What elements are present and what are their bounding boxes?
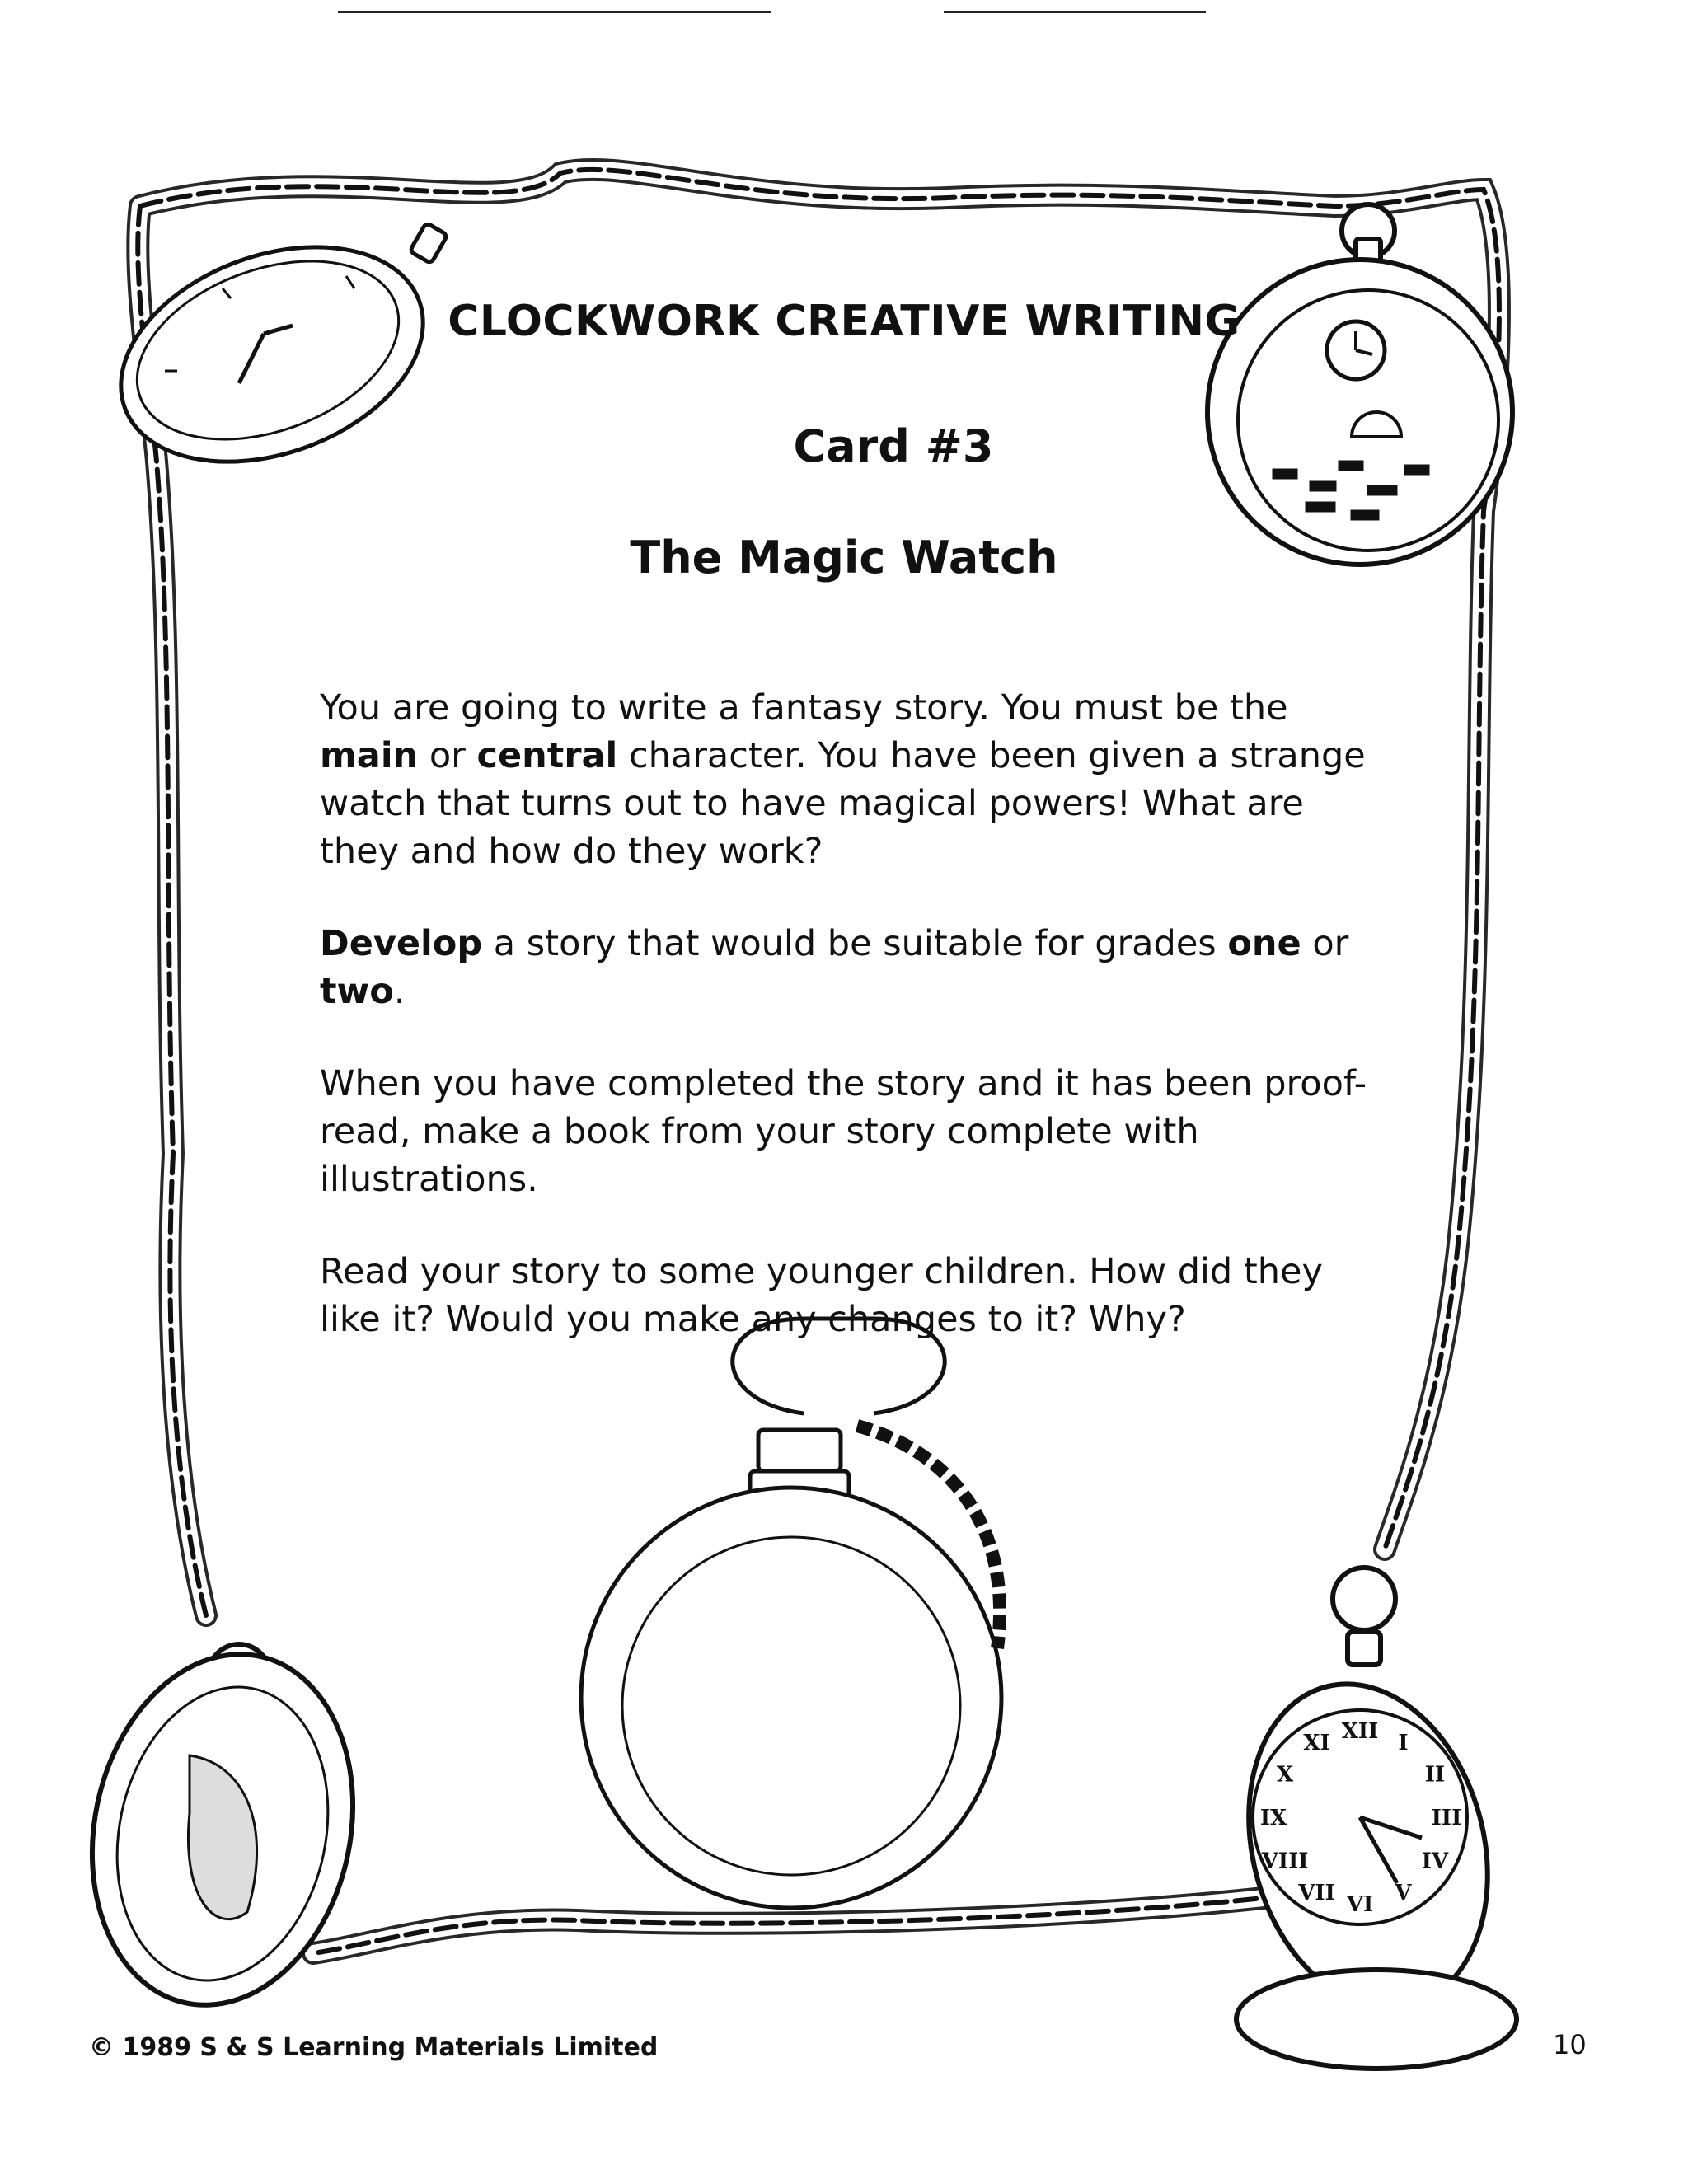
- pocket-watch-center-icon: [581, 1319, 1001, 1908]
- paragraph-intro: You are going to write a fantasy story. You must be the main or central character. You have been given a strange watch that turns out to have magical powers! What are they and how do they work?: [320, 687, 1366, 872]
- clock-numeral: VII: [1298, 1880, 1335, 1905]
- clock-numeral: II: [1424, 1762, 1446, 1788]
- clock-numeral: IX: [1259, 1806, 1287, 1830]
- card-number: Card #3: [793, 420, 994, 472]
- pocket-watch-top-right-icon: [1207, 204, 1512, 565]
- card-subtitle: The Magic Watch: [630, 532, 1058, 583]
- paragraph-read: Read your story to some younger children. How did they like it? Would you make any changes to it? Why?: [320, 1251, 1323, 1340]
- paragraph-develop: Develop a story that would be suitable for grades one or two.: [320, 923, 1349, 1012]
- clock-numeral: XI: [1303, 1731, 1330, 1756]
- page-number: 10: [1553, 2029, 1587, 2060]
- clock-numeral: IV: [1421, 1849, 1449, 1874]
- copyright-notice: © 1989 S & S Learning Materials Limited: [89, 2033, 659, 2062]
- instructions-body: [320, 684, 1391, 1388]
- clock-numeral: X: [1277, 1762, 1294, 1788]
- clock-numeral: I: [1398, 1731, 1409, 1756]
- clock-numeral: XII: [1341, 1719, 1379, 1744]
- pocket-watch-bottom-right-icon: [1214, 1568, 1522, 2069]
- clock-numeral: VI: [1346, 1892, 1374, 1917]
- pocket-watch-bottom-left-icon: [61, 1629, 385, 2029]
- paragraph-book: When you have completed the story and it has been proof-read, make a book from your story complete with illustrations.: [320, 1063, 1367, 1200]
- clock-numeral: VIII: [1261, 1849, 1309, 1874]
- clock-numeral: III: [1431, 1806, 1462, 1830]
- clock-numeral: V: [1395, 1880, 1412, 1905]
- page-title: CLOCKWORK CREATIVE WRITING: [448, 297, 1240, 346]
